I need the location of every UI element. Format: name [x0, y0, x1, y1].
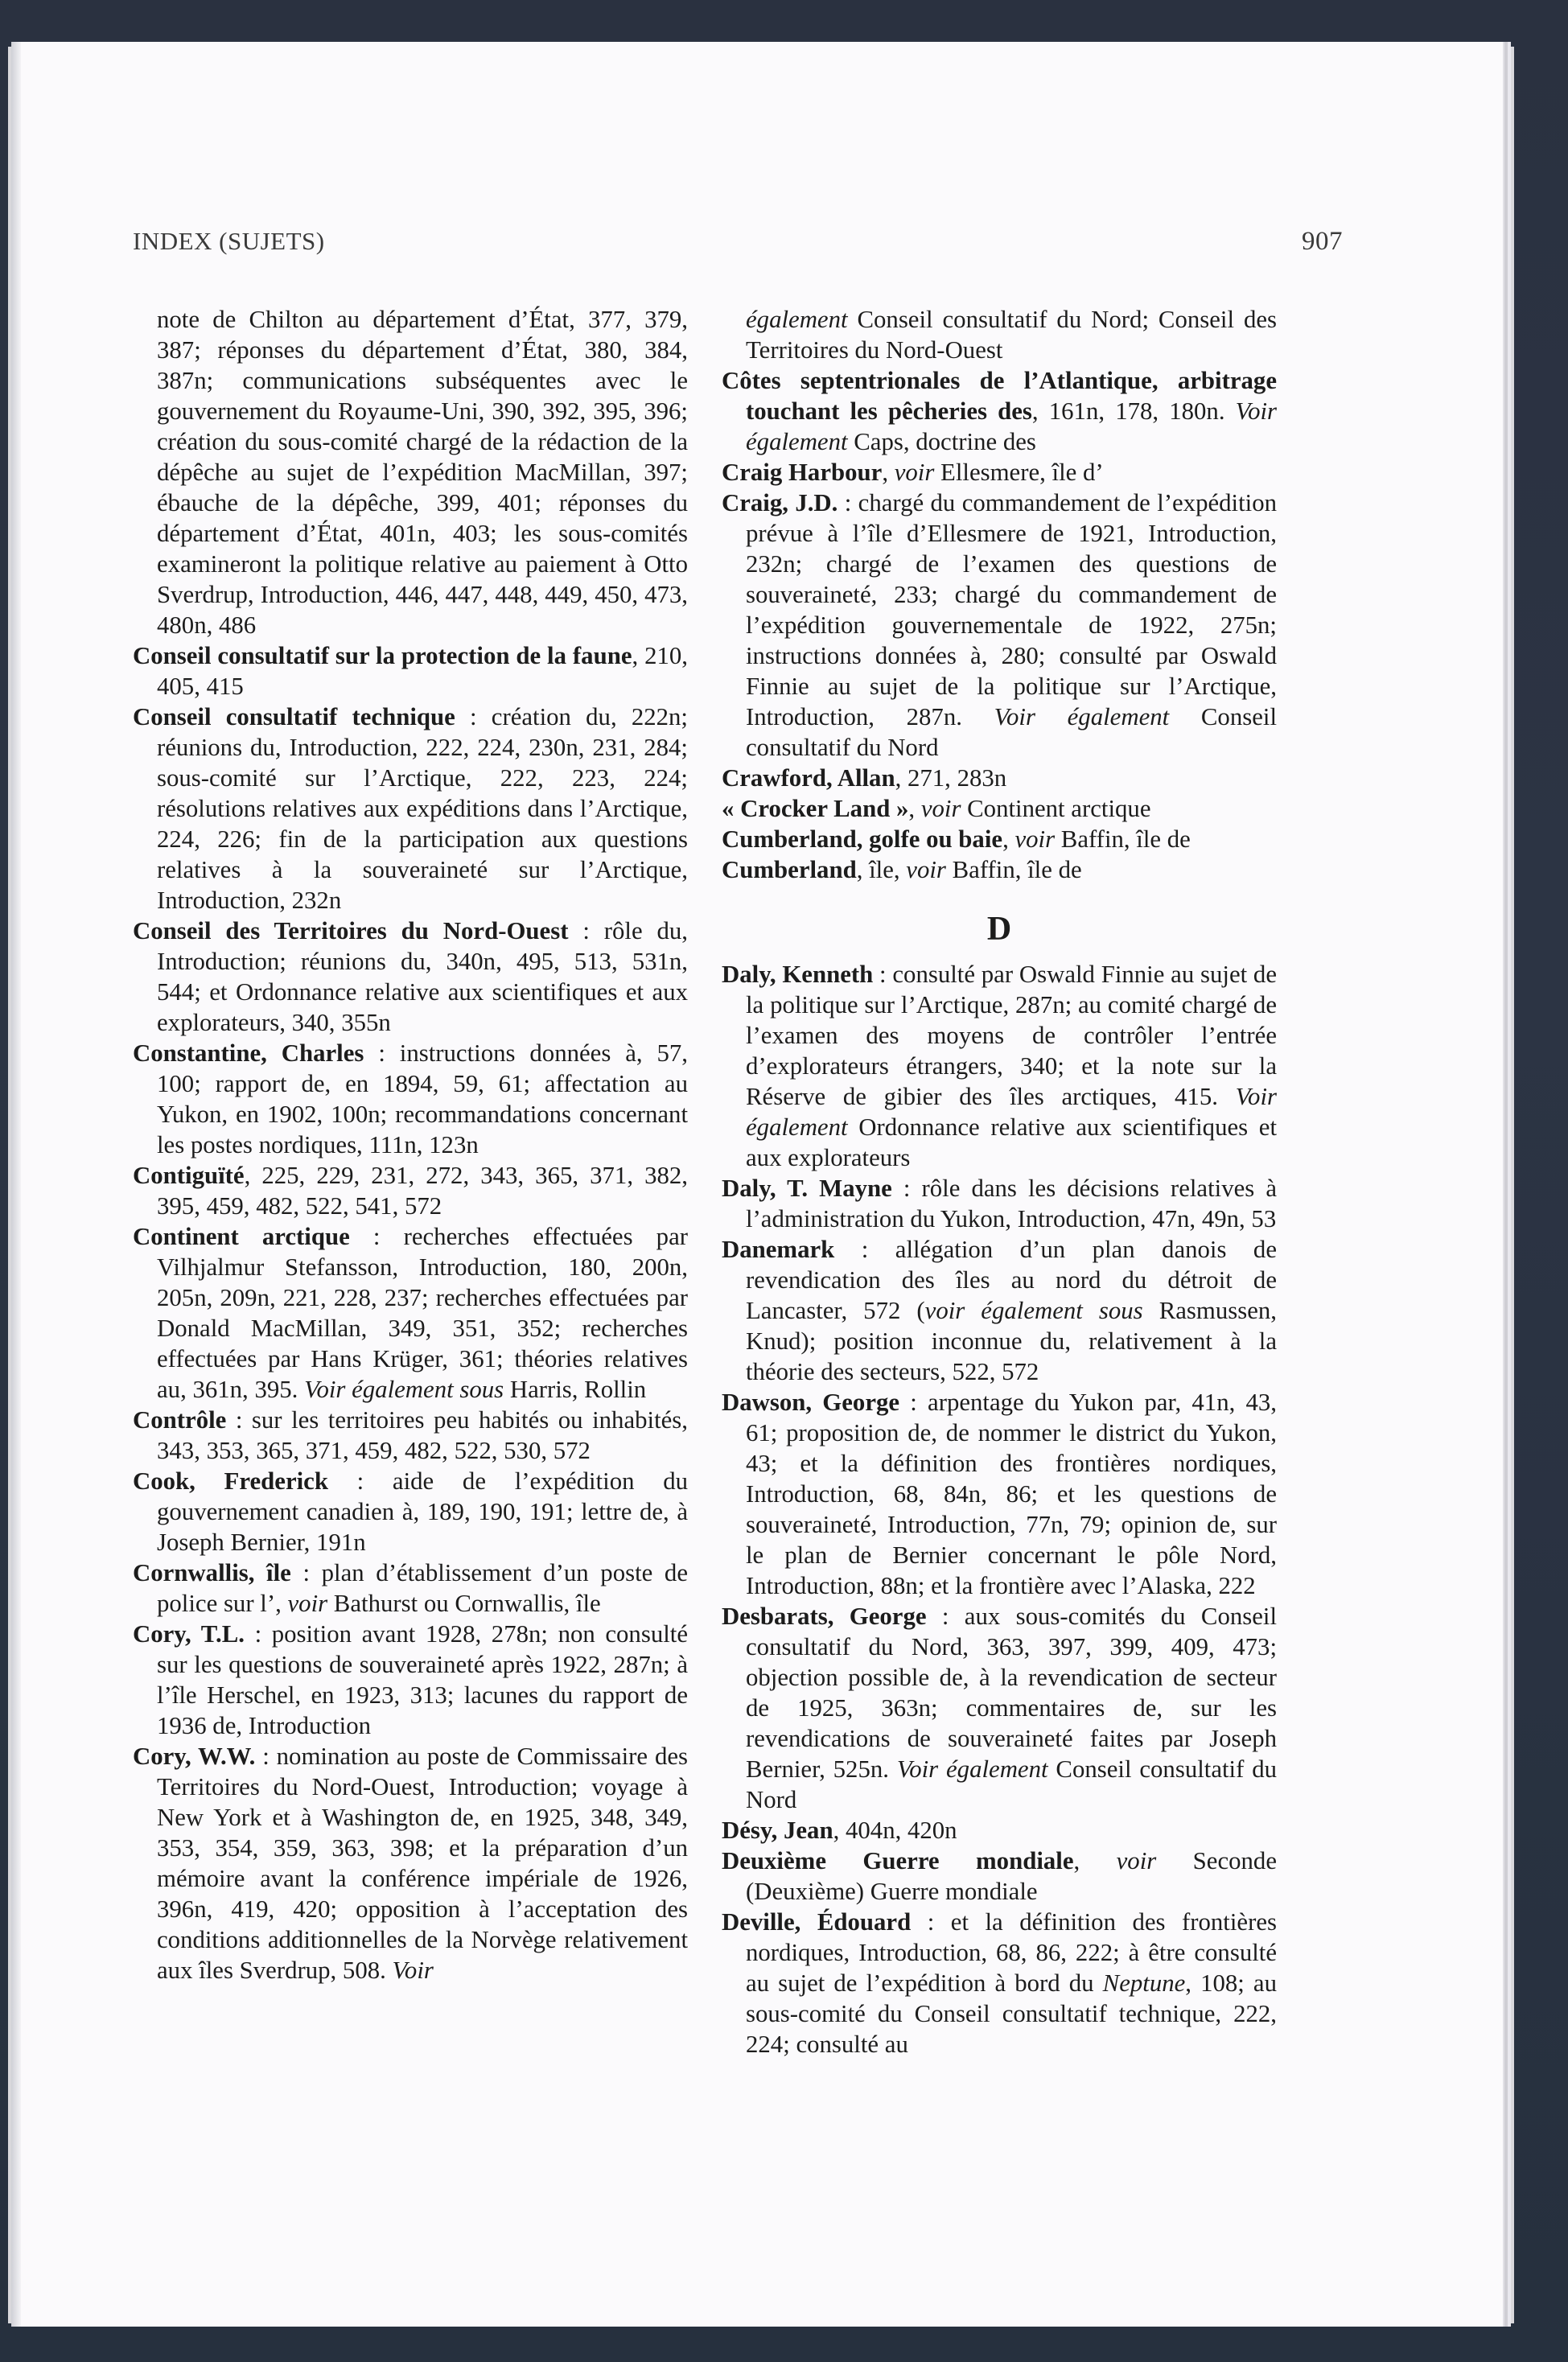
entry-text: : arpentage du Yukon par, 41n, 43, 61; proposition de, de nommer le district du Yukon, 43; et la définition des frontières nordiques, Introduction, 68, 84n, 86; et les questions de souveraineté, Introduction, 77n, 79; opinion de, sur le plan de Bernier concernant le pôle Nord, Introduction, 88n; et la frontière avec l’Alaska, 222 [746, 1389, 1277, 1599]
entry-text: : nomination au poste de Commissaire des Territoires du Nord-Ouest, Introduction; voyage à New York et à Washington de, en 1925, 348, 349, 353, 354, 359, 363, 398; et la préparation d’un mémoire avant la conférence impériale de 1926, 396n, 419, 420; opposition à l’acceptation des conditions additionnelles de la Norvège relativement aux îles Sverdrup, 508. [157, 1743, 688, 1984]
entry-text: : et la définition des frontières nordiques, Introduction, 68, 86, 222; à être consulté au sujet de l’expédition à bord du [746, 1908, 1278, 1997]
page-number: 907 [1302, 227, 1343, 256]
entry-reference: Voir également [746, 397, 1278, 455]
entry-text: , [1002, 825, 1015, 853]
entry-heading: Cory, T.L. [133, 1620, 245, 1648]
entry-text-tail: Ellesmere, île d’ [934, 459, 1104, 486]
index-entry [133, 1619, 688, 1741]
entry-text-tail: Caps, doctrine des [847, 428, 1036, 455]
entry-heading: « Crocker Land » [722, 795, 909, 822]
entry-text: : instructions données à, 57, 100; rapport de, en 1894, 59, 61; affectation au Yukon, en 1902, 100n; recommandations concernant les postes nordiques, 111n, 123n [157, 1039, 688, 1158]
entry-text-tail: Harris, Rollin [504, 1376, 647, 1403]
index-entry [133, 640, 688, 702]
index-column-right [722, 304, 1277, 2060]
entry-heading: Dawson, George [722, 1389, 900, 1416]
entry-heading: Craig, J.D. [722, 489, 838, 516]
entry-heading: Constantine, Charles [133, 1039, 364, 1067]
entry-text: , 404n, 420n [833, 1817, 957, 1844]
entry-text-tail: Bathurst ou Cornwallis, île [327, 1590, 601, 1617]
entry-heading: Cumberland, golfe ou baie [722, 825, 1003, 853]
entry-heading: Danemark [722, 1236, 835, 1263]
entry-reference: Neptune [1102, 1969, 1186, 1997]
entry-text-tail: Baffin, île de [1055, 825, 1191, 853]
entry-heading: Côtes septentrionales de l’Atlantique, arbitrage touchant les pêcheries des [722, 367, 1277, 425]
entry-text-tail: Rasmussen, Knud); position inconnue du, relativement à la théorie des secteurs, 522, 572 [746, 1297, 1277, 1385]
entry-heading: Deuxième Guerre mondiale [722, 1847, 1074, 1874]
index-entry [722, 763, 1277, 793]
entry-heading: Cornwallis, île [133, 1559, 291, 1586]
index-entry [722, 1601, 1277, 1815]
entry-heading: Desbarats, George [722, 1603, 927, 1630]
entry-heading: Désy, Jean [722, 1817, 833, 1844]
entry-reference: voir également sous [924, 1297, 1143, 1324]
entry-heading: Contiguïté [133, 1162, 245, 1189]
entry-text-tail: Ordonnance relative aux scientifiques et aux explorateurs [746, 1113, 1277, 1171]
entry-text: : rôle du, Introduction; réunions du, 340n, 495, 513, 531n, 544; et Ordonnance relative aux scientifiques et aux explorateurs, 340, 355n [157, 917, 689, 1036]
entry-text: , 271, 283n [895, 764, 1007, 792]
entry-heading: Continent arctique [133, 1223, 350, 1250]
entry-reference: voir [894, 459, 935, 486]
entry-text-tail: Continent arctique [961, 795, 1151, 822]
index-entry [722, 824, 1277, 854]
index-entry [722, 1234, 1277, 1387]
section-letter: D [986, 911, 1012, 948]
index-entry [133, 1221, 688, 1405]
entry-reference: voir [920, 795, 961, 822]
index-entry [133, 1466, 688, 1558]
entry-text: : création du, 222n; réunions du, Introduction, 222, 224, 230n, 231, 284; sous-comité sur l’Arctique, 222, 223, 224; résolutions relatives aux expéditions dans l’Arctique, 224, 226; fin de la participation aux questions relatives à la souveraineté sur l’Arctique, Introduction, 232n [157, 703, 688, 914]
entry-text: : chargé du commandement de l’expédition prévue à l’île d’Ellesmere de 1921, Introduction, 232n; chargé de l’examen des questions de souveraineté, 233; chargé du commandement de l’expédition gouvernementale de 1922, 275n; instructions données à, 280; consulté par Oswald Finnie au sujet de la politique sur l’Arctique, Introduction, 287n. [746, 489, 1278, 730]
index-entry [722, 1387, 1277, 1601]
entry-text-tail: Seconde (Deuxième) Guerre mondiale [746, 1847, 1277, 1905]
entry-text: , île, [856, 856, 907, 883]
index-entry [722, 854, 1277, 885]
entry-text-tail: , 108; au sous-comité du Conseil consultatif technique, 222, 224; consulté au [746, 1969, 1277, 2058]
entry-heading: Conseil consultatif technique [133, 703, 455, 730]
entry-text: : position avant 1928, 278n; non consulté sur les questions de souveraineté après 1922, 287n; à l’île Herschel, en 1923, 313; lacunes du rapport de 1936 de, Introduction [157, 1620, 688, 1739]
entry-heading: Deville, Édouard [722, 1908, 912, 1936]
index-entry [722, 1173, 1277, 1234]
entry-reference: voir [1116, 1847, 1157, 1874]
entry-text: : aux sous-comités du Conseil consultatif du Nord, 363, 397, 399, 409, 473; objection possible de, à la revendication de secteur de 1925, 363n; commentaires de, sur les revendications de souveraineté faites par Joseph Bernier, 525n. [746, 1603, 1278, 1783]
index-entry [722, 1846, 1277, 1907]
entry-text-tail: Conseil consultatif du Nord; Conseil des Territoires du Nord-Ouest [746, 306, 1277, 364]
entry-text-tail: Baffin, île de [945, 856, 1082, 883]
index-entry [722, 959, 1277, 1173]
entry-text: , 161n, 178, 180n. [1031, 397, 1236, 425]
entry-text-tail: Conseil consultatif du Nord [746, 703, 1277, 761]
entry-reference: voir [1014, 825, 1056, 853]
entry-reference: Voir également [994, 703, 1170, 730]
running-title: INDEX (SUJETS) [133, 227, 325, 255]
entry-text: , [882, 459, 895, 486]
index-column-left [133, 304, 688, 1985]
index-entry [133, 1405, 688, 1466]
entry-heading: Contrôle [133, 1406, 227, 1434]
entry-reference: Voir [392, 1957, 434, 1984]
index-entry [722, 457, 1277, 488]
index-entry [722, 1907, 1277, 2060]
entry-text: : aide de l’expédition du gouvernement canadien à, 189, 190, 191; lettre de, à Joseph Bernier, 191n [157, 1467, 688, 1556]
entry-text: : allégation d’un plan danois de revendication des îles au nord du détroit de Lancaster, 572 ( [746, 1236, 1277, 1324]
index-entry [133, 1741, 688, 1985]
entry-text: : plan d’établissement d’un poste de police sur l’, [157, 1559, 688, 1617]
entry-reference: également [746, 306, 848, 333]
entry-heading: Conseil des Territoires du Nord-Ouest [133, 917, 569, 944]
entry-heading: Daly, T. Mayne [722, 1175, 892, 1202]
entry-heading: Craig Harbour [722, 459, 883, 486]
entry-heading: Crawford, Allan [722, 764, 895, 792]
index-entry [722, 304, 1277, 365]
index-entry [133, 1558, 688, 1619]
index-entry [133, 1160, 688, 1221]
index-entry [722, 793, 1277, 824]
entry-text-tail: Conseil consultatif du Nord [746, 1755, 1278, 1813]
entry-text: , [1073, 1847, 1117, 1874]
index-entry [133, 1038, 688, 1160]
entry-heading: Cook, Frederick [133, 1467, 328, 1495]
entry-text: , 225, 229, 231, 272, 343, 365, 371, 382, 395, 459, 482, 522, 541, 572 [157, 1162, 688, 1220]
entry-reference: Voir également [746, 1083, 1277, 1141]
index-entry [133, 304, 688, 640]
index-entry [722, 488, 1277, 763]
index-entry [133, 916, 688, 1038]
index-entry [722, 1815, 1277, 1846]
entry-text: , 210, 405, 415 [157, 642, 688, 700]
entry-text: : sur les territoires peu habités ou inhabités, 343, 353, 365, 371, 459, 482, 522, 530, 572 [157, 1406, 688, 1464]
index-entry [133, 702, 688, 916]
entry-text: note de Chilton au département d’État, 377, 379, 387; réponses du département d’État, 380, 384, 387n; communications subséquentes avec le gouvernement du Royaume-Uni, 390, 392, 395, 396; création du sous-comité chargé de la rédaction de la dépêche au sujet de l’expédition MacMillan, 397; ébauche de la dépêche, 399, 401; réponses du département d’État, 401n, 403; les sous-comités examineront la politique relative au paiement à Otto Sverdrup, Introduction, 446, 447, 448, 449, 450, 473, 480n, 486 [157, 306, 688, 639]
entry-text: , [908, 795, 921, 822]
entry-heading: Conseil consultatif sur la protection de la faune [133, 642, 632, 669]
index-entry [722, 365, 1277, 457]
entry-heading: Cory, W.W. [133, 1743, 256, 1770]
entry-reference: voir [906, 856, 946, 883]
entry-heading: Daly, Kenneth [722, 961, 874, 988]
entry-reference: Voir également sous [304, 1376, 504, 1403]
entry-text: : recherches effectuées par Vilhjalmur Stefansson, Introduction, 180, 200n, 205n, 209n, 221, 228, 237; recherches effectuées par Donald MacMillan, 349, 351, 352; recherches effectuées par Hans Krüger, 361; théories relatives au, 361n, 395. [157, 1223, 688, 1403]
entry-heading: Cumberland [722, 856, 857, 883]
entry-text: : rôle dans les décisions relatives à l’administration du Yukon, Introduction, 47n, 49n, 53 [746, 1175, 1277, 1232]
entry-text: : consulté par Oswald Finnie au sujet de la politique sur l’Arctique, 287n; au comité chargé de l’examen des moyens de contrôler l’entrée d’explorateurs étrangers, 340; et la note sur la Réserve de gibier des îles arctiques, 415. [746, 961, 1277, 1110]
entry-reference: voir [287, 1590, 328, 1617]
entry-reference: Voir également [896, 1755, 1048, 1783]
